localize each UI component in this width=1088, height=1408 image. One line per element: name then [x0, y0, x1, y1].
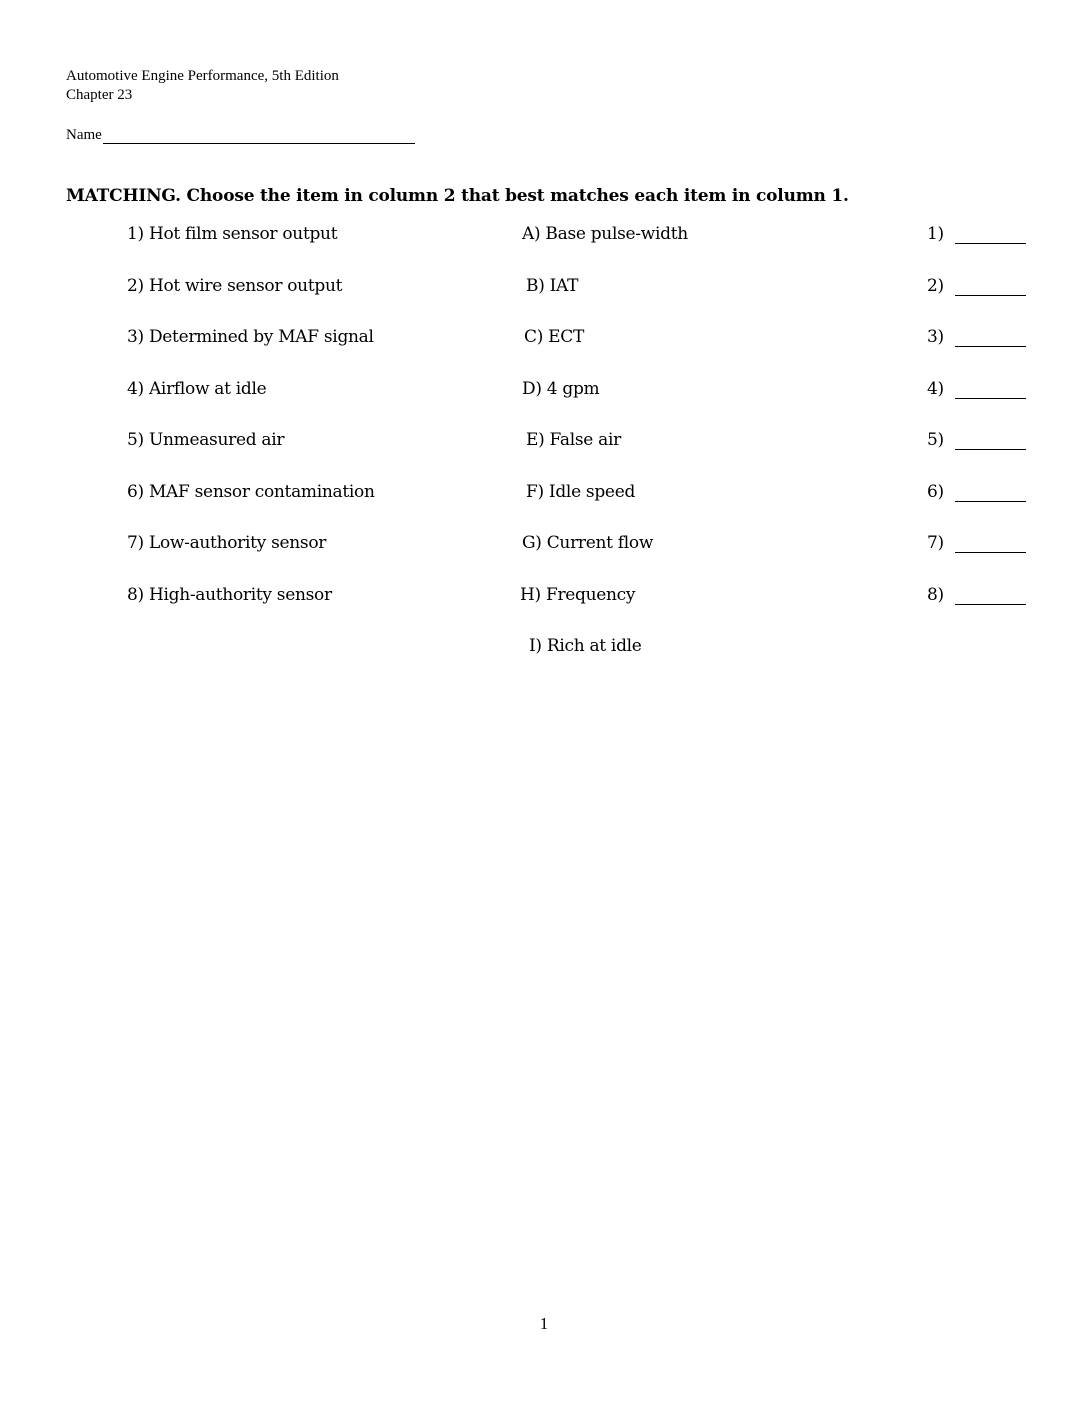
answer-number: 6) [927, 482, 944, 502]
answer-number: 3) [927, 327, 944, 347]
document-header [66, 67, 339, 105]
column1-item: 4) Airflow at idle [127, 379, 267, 399]
answer-blank-line[interactable] [955, 243, 1026, 244]
matching-row [0, 379, 1088, 403]
answer-number: 2) [927, 276, 944, 296]
answer-number: 5) [927, 430, 944, 450]
column1-item: 2) Hot wire sensor output [127, 276, 343, 296]
matching-row [0, 430, 1088, 454]
answer-blank-line[interactable] [955, 295, 1026, 296]
column2-item: B) IAT [526, 276, 579, 296]
answer-blank-line[interactable] [955, 346, 1026, 347]
matching-row [0, 224, 1088, 248]
matching-row [0, 585, 1088, 609]
column2-item: F) Idle speed [526, 482, 636, 502]
column2-item: C) ECT [524, 327, 584, 347]
matching-row [0, 276, 1088, 300]
answer-blank-line[interactable] [955, 398, 1026, 399]
column2-item: G) Current flow [522, 533, 654, 553]
name-field [66, 125, 415, 144]
column2-item: H) Frequency [520, 585, 636, 605]
answer-blank-line[interactable] [955, 604, 1026, 605]
book-title: Automotive Engine Performance, 5th Edition [66, 68, 339, 84]
column2-item: D) 4 gpm [522, 379, 600, 399]
chapter-label: Chapter 23 [66, 87, 133, 103]
column1-item: 1) Hot film sensor output [127, 224, 338, 244]
name-blank-line[interactable] [103, 125, 415, 144]
answer-number: 8) [927, 585, 944, 605]
matching-row [0, 533, 1088, 557]
page-number: 1 [539, 1314, 549, 1333]
column1-item: 7) Low-authority sensor [127, 533, 327, 553]
column1-item: 6) MAF sensor contamination [127, 482, 375, 502]
column1-item: 3) Determined by MAF signal [127, 327, 374, 347]
column1-item: 8) High-authority sensor [127, 585, 332, 605]
answer-blank-line[interactable] [955, 552, 1026, 553]
column1-item: 5) Unmeasured air [127, 430, 285, 450]
column2-item: I) Rich at idle [529, 636, 642, 656]
answer-blank-line[interactable] [955, 501, 1026, 502]
answer-blank-line[interactable] [955, 449, 1026, 450]
matching-instructions: MATCHING. Choose the item in column 2 that best matches each item in column 1. [66, 186, 849, 206]
column2-item: E) False air [526, 430, 621, 450]
matching-row [0, 636, 1088, 660]
answer-number: 1) [927, 224, 944, 244]
name-label: Name [66, 127, 102, 143]
matching-row [0, 327, 1088, 351]
matching-row [0, 482, 1088, 506]
answer-number: 4) [927, 379, 944, 399]
answer-number: 7) [927, 533, 944, 553]
column2-item: A) Base pulse-width [522, 224, 688, 244]
